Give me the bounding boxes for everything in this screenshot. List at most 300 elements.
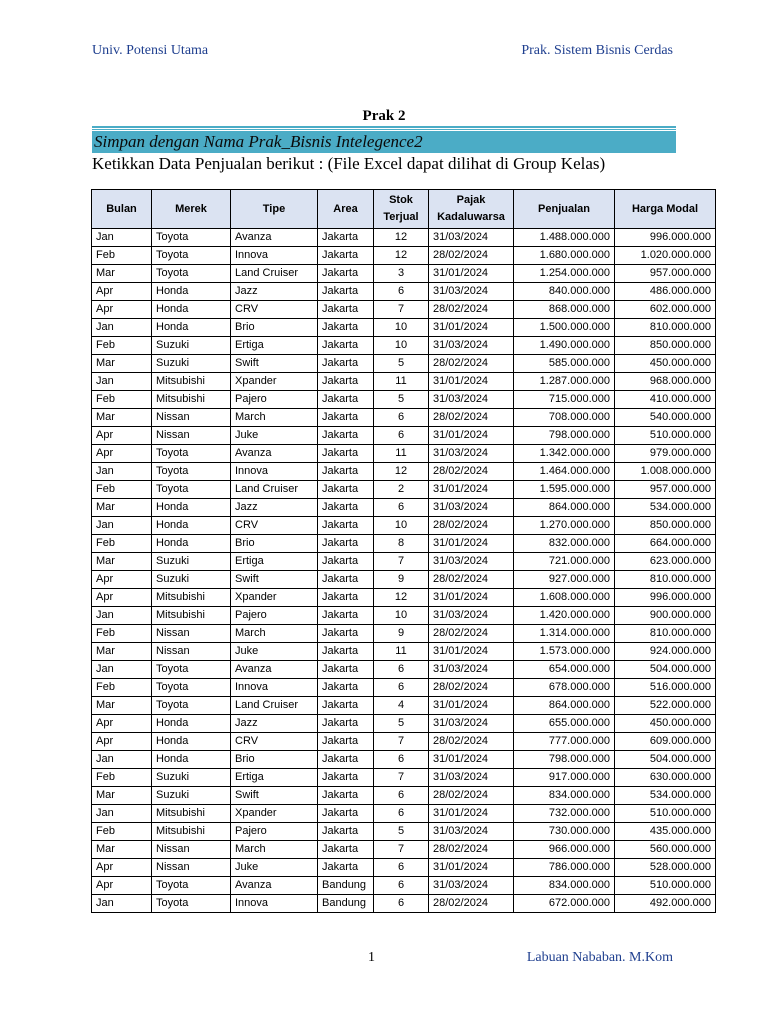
table-row: [92, 265, 716, 283]
table-cell: March: [231, 841, 318, 859]
table-row: [92, 301, 716, 319]
table-cell: Juke: [231, 643, 318, 661]
table-cell: 6: [374, 877, 429, 895]
table-cell: Toyota: [152, 895, 231, 913]
table-cell: Brio: [231, 535, 318, 553]
table-cell: 31/01/2024: [429, 697, 514, 715]
table-cell: Ertiga: [231, 337, 318, 355]
header-course: Prak. Sistem Bisnis Cerdas: [521, 43, 673, 58]
table-cell: Jakarta: [318, 787, 374, 805]
table-cell: 31/03/2024: [429, 607, 514, 625]
table-cell: Jakarta: [318, 229, 374, 247]
table-cell: Honda: [152, 301, 231, 319]
table-cell: Jakarta: [318, 697, 374, 715]
table-cell: Jakarta: [318, 841, 374, 859]
table-cell: Jakarta: [318, 733, 374, 751]
column-header: Penjualan: [514, 190, 615, 229]
table-cell: 1.270.000.000: [514, 517, 615, 535]
table-cell: 28/02/2024: [429, 733, 514, 751]
table-cell: 1.254.000.000: [514, 265, 615, 283]
table-cell: 486.000.000: [615, 283, 716, 301]
table-cell: Jakarta: [318, 859, 374, 877]
table-row: [92, 553, 716, 571]
divider-line: [92, 126, 676, 128]
table-cell: 6: [374, 751, 429, 769]
table-cell: 410.000.000: [615, 391, 716, 409]
table-cell: Bandung: [318, 895, 374, 913]
table-cell: Mar: [92, 841, 152, 859]
table-cell: Feb: [92, 769, 152, 787]
table-cell: Land Cruiser: [231, 265, 318, 283]
table-cell: Feb: [92, 679, 152, 697]
table-row: [92, 535, 716, 553]
header-institution: Univ. Potensi Utama: [92, 43, 209, 58]
table-cell: 715.000.000: [514, 391, 615, 409]
table-cell: 28/02/2024: [429, 895, 514, 913]
table-cell: March: [231, 625, 318, 643]
table-cell: 31/03/2024: [429, 877, 514, 895]
column-header: Stok Terjual: [374, 190, 429, 229]
table-cell: Jakarta: [318, 661, 374, 679]
table-cell: 6: [374, 427, 429, 445]
table-cell: Mar: [92, 697, 152, 715]
table-cell: 28/02/2024: [429, 517, 514, 535]
table-cell: 602.000.000: [615, 301, 716, 319]
table-cell: Jan: [92, 463, 152, 481]
column-header: Harga Modal: [615, 190, 716, 229]
table-cell: Brio: [231, 751, 318, 769]
table-cell: 609.000.000: [615, 733, 716, 751]
table-cell: 9: [374, 625, 429, 643]
table-row: [92, 409, 716, 427]
table-cell: Apr: [92, 715, 152, 733]
table-row: [92, 589, 716, 607]
table-cell: Pajero: [231, 391, 318, 409]
table-cell: Swift: [231, 355, 318, 373]
table-cell: 1.595.000.000: [514, 481, 615, 499]
table-cell: 630.000.000: [615, 769, 716, 787]
table-cell: Jakarta: [318, 751, 374, 769]
table-cell: 510.000.000: [615, 877, 716, 895]
table-cell: 28/02/2024: [429, 355, 514, 373]
table-cell: 730.000.000: [514, 823, 615, 841]
table-cell: 777.000.000: [514, 733, 615, 751]
table-cell: 31/03/2024: [429, 283, 514, 301]
table-cell: Toyota: [152, 463, 231, 481]
table-cell: Jan: [92, 229, 152, 247]
table-cell: Apr: [92, 445, 152, 463]
table-cell: Innova: [231, 895, 318, 913]
table-cell: 664.000.000: [615, 535, 716, 553]
table-cell: Mar: [92, 553, 152, 571]
table-cell: Nissan: [152, 625, 231, 643]
table-cell: 996.000.000: [615, 229, 716, 247]
table-cell: Honda: [152, 751, 231, 769]
column-header: Pajak Kadaluwarsa: [429, 190, 514, 229]
table-cell: Feb: [92, 247, 152, 265]
table-cell: Honda: [152, 499, 231, 517]
table-cell: 31/03/2024: [429, 499, 514, 517]
table-cell: 492.000.000: [615, 895, 716, 913]
table-row: [92, 859, 716, 877]
table-row: [92, 715, 716, 733]
table-cell: 12: [374, 589, 429, 607]
table-row: [92, 355, 716, 373]
table-cell: Land Cruiser: [231, 697, 318, 715]
table-cell: Jakarta: [318, 445, 374, 463]
table-cell: Jan: [92, 661, 152, 679]
table-cell: Xpander: [231, 589, 318, 607]
table-cell: Jakarta: [318, 427, 374, 445]
table-cell: Toyota: [152, 445, 231, 463]
table-cell: Jakarta: [318, 553, 374, 571]
instruction-text: Ketikkan Data Penjualan berikut : (File Excel dapat dilihat di Group Kelas): [92, 154, 606, 173]
table-cell: Jakarta: [318, 823, 374, 841]
table-cell: Xpander: [231, 805, 318, 823]
table-cell: Toyota: [152, 679, 231, 697]
table-row: [92, 481, 716, 499]
table-cell: Juke: [231, 859, 318, 877]
table-cell: 540.000.000: [615, 409, 716, 427]
table-cell: Mar: [92, 787, 152, 805]
table-cell: 798.000.000: [514, 751, 615, 769]
table-cell: 968.000.000: [615, 373, 716, 391]
table-cell: Nissan: [152, 427, 231, 445]
table-cell: 1.314.000.000: [514, 625, 615, 643]
table-cell: Jakarta: [318, 535, 374, 553]
divider-line-thin: [92, 129, 676, 130]
table-cell: 850.000.000: [615, 517, 716, 535]
table-cell: Mitsubishi: [152, 823, 231, 841]
table-cell: 1.008.000.000: [615, 463, 716, 481]
table-cell: Mitsubishi: [152, 607, 231, 625]
table-cell: Apr: [92, 877, 152, 895]
table-cell: CRV: [231, 733, 318, 751]
table-cell: Jakarta: [318, 391, 374, 409]
table-cell: Jakarta: [318, 589, 374, 607]
table-cell: Mar: [92, 499, 152, 517]
table-cell: 31/03/2024: [429, 445, 514, 463]
table-cell: 534.000.000: [615, 499, 716, 517]
table-cell: Ertiga: [231, 769, 318, 787]
table-cell: Mitsubishi: [152, 589, 231, 607]
table-cell: 28/02/2024: [429, 247, 514, 265]
table-cell: Mitsubishi: [152, 391, 231, 409]
table-cell: 12: [374, 463, 429, 481]
table-cell: Honda: [152, 283, 231, 301]
table-body: [92, 229, 716, 913]
table-row: [92, 499, 716, 517]
table-cell: Apr: [92, 283, 152, 301]
table-row: [92, 337, 716, 355]
table-cell: 996.000.000: [615, 589, 716, 607]
table-cell: 10: [374, 607, 429, 625]
table-cell: 31/03/2024: [429, 229, 514, 247]
table-cell: Jakarta: [318, 769, 374, 787]
table-cell: Pajero: [231, 607, 318, 625]
table-row: [92, 769, 716, 787]
table-row: [92, 661, 716, 679]
table-row: [92, 643, 716, 661]
table-cell: 11: [374, 373, 429, 391]
table-cell: 31/01/2024: [429, 643, 514, 661]
table-cell: 840.000.000: [514, 283, 615, 301]
table-cell: 721.000.000: [514, 553, 615, 571]
table-cell: 504.000.000: [615, 751, 716, 769]
table-cell: 810.000.000: [615, 319, 716, 337]
table-cell: 732.000.000: [514, 805, 615, 823]
table-cell: 7: [374, 769, 429, 787]
table-cell: 28/02/2024: [429, 841, 514, 859]
table-cell: 31/03/2024: [429, 823, 514, 841]
table-row: [92, 283, 716, 301]
table-cell: 7: [374, 553, 429, 571]
table-cell: 31/03/2024: [429, 769, 514, 787]
table-cell: Jakarta: [318, 481, 374, 499]
page-number: 1: [368, 950, 375, 965]
table-cell: 1.608.000.000: [514, 589, 615, 607]
table-cell: 1.680.000.000: [514, 247, 615, 265]
table-cell: 832.000.000: [514, 535, 615, 553]
table-cell: 28/02/2024: [429, 463, 514, 481]
table-cell: 2: [374, 481, 429, 499]
table-cell: Suzuki: [152, 787, 231, 805]
table-cell: CRV: [231, 301, 318, 319]
table-cell: 28/02/2024: [429, 787, 514, 805]
table-cell: Honda: [152, 715, 231, 733]
table-row: [92, 823, 716, 841]
table-cell: Jakarta: [318, 625, 374, 643]
sales-table: [91, 189, 716, 913]
table-cell: 31/03/2024: [429, 553, 514, 571]
table-cell: Jakarta: [318, 517, 374, 535]
table-cell: Toyota: [152, 877, 231, 895]
table-cell: 786.000.000: [514, 859, 615, 877]
table-cell: Innova: [231, 679, 318, 697]
table-cell: 672.000.000: [514, 895, 615, 913]
footer-author: Labuan Nababan. M.Kom: [526, 950, 673, 965]
table-cell: Toyota: [152, 265, 231, 283]
table-row: [92, 697, 716, 715]
table-cell: 1.287.000.000: [514, 373, 615, 391]
table-cell: Honda: [152, 733, 231, 751]
table-row: [92, 787, 716, 805]
column-header: Merek: [152, 190, 231, 229]
table-row: [92, 895, 716, 913]
table-cell: Jakarta: [318, 463, 374, 481]
table-cell: Jazz: [231, 715, 318, 733]
table-cell: 585.000.000: [514, 355, 615, 373]
table-cell: Jakarta: [318, 301, 374, 319]
table-cell: Jazz: [231, 499, 318, 517]
table-cell: 6: [374, 805, 429, 823]
table-cell: 924.000.000: [615, 643, 716, 661]
table-cell: 516.000.000: [615, 679, 716, 697]
table-cell: 917.000.000: [514, 769, 615, 787]
table-cell: Jan: [92, 805, 152, 823]
table-cell: 1.490.000.000: [514, 337, 615, 355]
table-cell: 957.000.000: [615, 481, 716, 499]
table-cell: Jakarta: [318, 337, 374, 355]
table-cell: Jakarta: [318, 355, 374, 373]
table-cell: Avanza: [231, 445, 318, 463]
table-cell: Mar: [92, 643, 152, 661]
table-cell: Apr: [92, 571, 152, 589]
table-cell: 11: [374, 643, 429, 661]
table-row: [92, 733, 716, 751]
table-cell: Pajero: [231, 823, 318, 841]
table-cell: Juke: [231, 427, 318, 445]
table-cell: Avanza: [231, 661, 318, 679]
table-cell: 6: [374, 283, 429, 301]
table-cell: 6: [374, 409, 429, 427]
table-cell: Bandung: [318, 877, 374, 895]
table-cell: Apr: [92, 427, 152, 445]
table-cell: 1.342.000.000: [514, 445, 615, 463]
table-cell: 810.000.000: [615, 571, 716, 589]
table-cell: 31/03/2024: [429, 661, 514, 679]
table-cell: 3: [374, 265, 429, 283]
save-instruction-banner: Simpan dengan Nama Prak_Bisnis Intelegence2: [92, 131, 676, 153]
table-cell: Brio: [231, 319, 318, 337]
table-cell: Suzuki: [152, 769, 231, 787]
table-cell: Innova: [231, 463, 318, 481]
table-cell: 31/01/2024: [429, 751, 514, 769]
table-cell: 12: [374, 229, 429, 247]
table-cell: 678.000.000: [514, 679, 615, 697]
table-row: [92, 877, 716, 895]
table-cell: 708.000.000: [514, 409, 615, 427]
table-cell: Toyota: [152, 697, 231, 715]
table-cell: 28/02/2024: [429, 679, 514, 697]
table-cell: Jakarta: [318, 283, 374, 301]
table-cell: 6: [374, 895, 429, 913]
table-row: [92, 607, 716, 625]
table-cell: Jakarta: [318, 679, 374, 697]
table-cell: 966.000.000: [514, 841, 615, 859]
page-title: Prak 2: [362, 108, 406, 124]
table-cell: 504.000.000: [615, 661, 716, 679]
table-cell: 10: [374, 517, 429, 535]
table-cell: 11: [374, 445, 429, 463]
table-cell: Jazz: [231, 283, 318, 301]
table-cell: Toyota: [152, 481, 231, 499]
table-cell: Mitsubishi: [152, 373, 231, 391]
table-cell: Avanza: [231, 229, 318, 247]
table-cell: 654.000.000: [514, 661, 615, 679]
table-row: [92, 751, 716, 769]
table-cell: Jakarta: [318, 607, 374, 625]
table-cell: 31/01/2024: [429, 535, 514, 553]
table-cell: 1.573.000.000: [514, 643, 615, 661]
table-cell: 1.464.000.000: [514, 463, 615, 481]
table-cell: Honda: [152, 517, 231, 535]
table-cell: 31/01/2024: [429, 805, 514, 823]
table-cell: Nissan: [152, 409, 231, 427]
table-row: [92, 427, 716, 445]
table-cell: Jakarta: [318, 247, 374, 265]
table-row: [92, 319, 716, 337]
table-cell: Feb: [92, 625, 152, 643]
table-cell: Jan: [92, 373, 152, 391]
table-row: [92, 445, 716, 463]
table-cell: Land Cruiser: [231, 481, 318, 499]
table-header-row: [92, 190, 716, 229]
table-cell: Jan: [92, 319, 152, 337]
table-cell: 864.000.000: [514, 499, 615, 517]
table-cell: 5: [374, 391, 429, 409]
table-row: [92, 625, 716, 643]
table-cell: 900.000.000: [615, 607, 716, 625]
table-cell: 28/02/2024: [429, 409, 514, 427]
table-cell: Apr: [92, 301, 152, 319]
table-cell: 450.000.000: [615, 355, 716, 373]
table-cell: 450.000.000: [615, 715, 716, 733]
table-cell: Jakarta: [318, 499, 374, 517]
table-cell: 510.000.000: [615, 427, 716, 445]
table-cell: 28/02/2024: [429, 571, 514, 589]
table-cell: Ertiga: [231, 553, 318, 571]
table-cell: Apr: [92, 859, 152, 877]
table-cell: Feb: [92, 391, 152, 409]
column-header: Bulan: [92, 190, 152, 229]
table-cell: Suzuki: [152, 553, 231, 571]
table-row: [92, 463, 716, 481]
table-cell: Nissan: [152, 841, 231, 859]
table-cell: Jakarta: [318, 643, 374, 661]
table-cell: Jakarta: [318, 265, 374, 283]
table-row: [92, 805, 716, 823]
table-cell: 1.420.000.000: [514, 607, 615, 625]
table-cell: Mar: [92, 265, 152, 283]
table-cell: Avanza: [231, 877, 318, 895]
column-header: Tipe: [231, 190, 318, 229]
table-cell: 5: [374, 715, 429, 733]
table-cell: Toyota: [152, 661, 231, 679]
table-cell: Jan: [92, 895, 152, 913]
table-row: [92, 391, 716, 409]
table-cell: Swift: [231, 787, 318, 805]
table-cell: Toyota: [152, 247, 231, 265]
table-cell: Feb: [92, 337, 152, 355]
table-cell: Nissan: [152, 643, 231, 661]
table-cell: 927.000.000: [514, 571, 615, 589]
table-cell: 7: [374, 733, 429, 751]
table-cell: Jakarta: [318, 373, 374, 391]
table-cell: Honda: [152, 319, 231, 337]
table-cell: 6: [374, 499, 429, 517]
table-cell: CRV: [231, 517, 318, 535]
table-cell: Feb: [92, 535, 152, 553]
table-cell: Feb: [92, 481, 152, 499]
table-cell: 31/03/2024: [429, 715, 514, 733]
table-cell: Jakarta: [318, 409, 374, 427]
table-cell: Toyota: [152, 229, 231, 247]
table-cell: 834.000.000: [514, 787, 615, 805]
table-cell: Suzuki: [152, 571, 231, 589]
table-cell: 12: [374, 247, 429, 265]
column-header: Area: [318, 190, 374, 229]
table-cell: Apr: [92, 589, 152, 607]
table-cell: 534.000.000: [615, 787, 716, 805]
table-cell: 7: [374, 841, 429, 859]
table-cell: 31/01/2024: [429, 859, 514, 877]
table-cell: 10: [374, 337, 429, 355]
table-cell: 850.000.000: [615, 337, 716, 355]
table-cell: 810.000.000: [615, 625, 716, 643]
table-cell: 5: [374, 355, 429, 373]
table-cell: 31/01/2024: [429, 265, 514, 283]
